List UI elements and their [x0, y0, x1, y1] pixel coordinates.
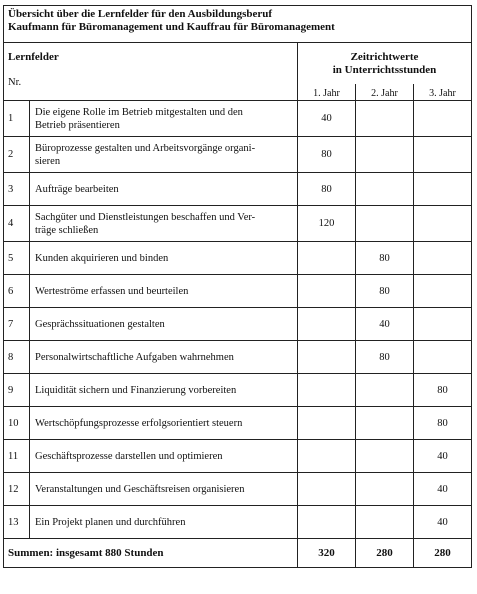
header-year-2: 2. Jahr	[356, 84, 414, 101]
table-row	[4, 137, 472, 173]
hours-year-2	[356, 440, 414, 473]
lernfeld-number: 6	[4, 275, 30, 308]
table-row	[4, 308, 472, 341]
lernfeld-title-line-1: Personalwirtschaftliche Aufgaben wahrnehmen	[35, 351, 234, 363]
header-year-3: 3. Jahr	[414, 84, 472, 101]
lernfeld-title	[30, 407, 298, 440]
header-zeitrichtwerte-cell	[298, 43, 472, 85]
lernfeld-title-line-1: Büroprozesse gestalten und Arbeitsvorgänge organi-	[35, 142, 256, 154]
hours-year-3	[414, 137, 472, 173]
hours-year-3: 40	[414, 506, 472, 539]
lernfeld-title-line-1: Gesprächssituationen gestalten	[35, 318, 165, 330]
header-zeitrichtwerte-2: in Unterrichtsstunden	[332, 64, 437, 76]
hours-year-2	[356, 407, 414, 440]
hours-year-1: 80	[298, 173, 356, 206]
hours-year-3: 40	[414, 440, 472, 473]
lernfeld-title	[30, 473, 298, 506]
hours-year-3	[414, 341, 472, 374]
lernfeld-number: 7	[4, 308, 30, 341]
hours-year-1	[298, 242, 356, 275]
hours-year-3: 40	[414, 473, 472, 506]
hours-year-1: 80	[298, 137, 356, 173]
title-line-2: Kaufmann für Büromanagement und Kauffrau für Büromanagement	[8, 21, 335, 33]
table-row	[4, 173, 472, 206]
hours-year-1: 40	[298, 101, 356, 137]
title-row	[4, 6, 472, 43]
lernfeld-number: 1	[4, 101, 30, 137]
lernfeld-title	[30, 242, 298, 275]
lernfeld-title	[30, 137, 298, 173]
lernfeld-title	[30, 440, 298, 473]
hours-year-2	[356, 101, 414, 137]
lernfeld-title-line-1: Veranstaltungen und Geschäftsreisen organisieren	[35, 483, 245, 495]
lernfeld-number: 2	[4, 137, 30, 173]
lernfeld-title	[30, 173, 298, 206]
hours-year-1	[298, 473, 356, 506]
hours-year-3	[414, 308, 472, 341]
header-row	[4, 43, 472, 85]
lernfeld-title-line-1: Ein Projekt planen und durchführen	[35, 516, 186, 528]
table-row	[4, 440, 472, 473]
hours-year-1	[298, 506, 356, 539]
lernfeld-title-line-1: Kunden akquirieren und binden	[35, 252, 169, 264]
table-row	[4, 374, 472, 407]
hours-year-3	[414, 101, 472, 137]
hours-year-1	[298, 440, 356, 473]
sum-year-3: 280	[414, 539, 472, 568]
hours-year-2: 40	[356, 308, 414, 341]
hours-year-1	[298, 374, 356, 407]
lernfeld-number: 13	[4, 506, 30, 539]
lernfeld-title	[30, 308, 298, 341]
lernfeld-title-line-1: Wertschöpfungsprozesse erfolgsorientiert steuern	[35, 417, 243, 429]
table-title	[4, 6, 472, 43]
table-row	[4, 206, 472, 242]
hours-year-1	[298, 308, 356, 341]
lernfeld-title-line-1: Geschäftsprozesse darstellen und optimieren	[35, 450, 223, 462]
header-zeitrichtwerte-1: Zeitrichtwerte	[350, 51, 419, 63]
hours-year-2: 80	[356, 275, 414, 308]
lernfeld-title-line-1: Die eigene Rolle im Betrieb mitgestalten und den	[35, 106, 243, 118]
table-row	[4, 407, 472, 440]
lernfeld-title-line-2: sieren	[35, 155, 61, 167]
sum-label: Summen: insgesamt 880 Stunden	[4, 539, 298, 568]
table-row	[4, 101, 472, 137]
lernfeld-number: 9	[4, 374, 30, 407]
hours-year-3: 80	[414, 407, 472, 440]
hours-year-2: 80	[356, 242, 414, 275]
lernfeld-title-line-1: Werteströme erfassen und beurteilen	[35, 285, 189, 297]
hours-year-2	[356, 473, 414, 506]
lernfeld-number: 8	[4, 341, 30, 374]
hours-year-3: 80	[414, 374, 472, 407]
lernfeld-number: 10	[4, 407, 30, 440]
lernfeld-title-line-2: träge schließen	[35, 224, 99, 236]
hours-year-2	[356, 173, 414, 206]
hours-year-1: 120	[298, 206, 356, 242]
lernfeld-title	[30, 374, 298, 407]
lernfeld-title	[30, 506, 298, 539]
lernfeld-number: 11	[4, 440, 30, 473]
hours-year-2	[356, 374, 414, 407]
hours-year-3	[414, 173, 472, 206]
lernfeld-title-line-1: Aufträge bearbeiten	[35, 183, 119, 195]
hours-year-1	[298, 407, 356, 440]
lernfeld-title	[30, 275, 298, 308]
lernfeld-title-line-1: Sachgüter und Dienstleistungen beschaffen und Ver-	[35, 211, 256, 223]
lernfeld-title	[30, 206, 298, 242]
table-row	[4, 473, 472, 506]
hours-year-2	[356, 137, 414, 173]
lernfeld-number: 4	[4, 206, 30, 242]
table-row	[4, 275, 472, 308]
hours-year-2	[356, 206, 414, 242]
lernfeld-title-line-1: Liquidität sichern und Finanzierung vorbereiten	[35, 384, 237, 396]
hours-year-1	[298, 275, 356, 308]
hours-year-1	[298, 341, 356, 374]
title-line-1: Übersicht über die Lernfelder für den Ausbildungsberuf	[8, 8, 273, 20]
hours-year-3	[414, 242, 472, 275]
hours-year-2	[356, 506, 414, 539]
sum-row	[4, 539, 472, 568]
sum-year-2: 280	[356, 539, 414, 568]
lernfeld-title	[30, 341, 298, 374]
lernfeld-title-line-2: Betrieb präsentieren	[35, 119, 120, 131]
lernfelder-table	[3, 5, 472, 568]
header-lernfelder-cell	[4, 43, 298, 101]
lernfeld-number: 3	[4, 173, 30, 206]
lernfeld-title	[30, 101, 298, 137]
hours-year-3	[414, 206, 472, 242]
lernfeld-number: 5	[4, 242, 30, 275]
sum-year-1: 320	[298, 539, 356, 568]
hours-year-2: 80	[356, 341, 414, 374]
table-row	[4, 506, 472, 539]
table-row	[4, 341, 472, 374]
header-nr: Nr.	[8, 77, 22, 88]
header-year-1: 1. Jahr	[298, 84, 356, 101]
table-row	[4, 242, 472, 275]
hours-year-3	[414, 275, 472, 308]
header-lernfelder: Lernfelder	[8, 51, 59, 63]
lernfeld-number: 12	[4, 473, 30, 506]
